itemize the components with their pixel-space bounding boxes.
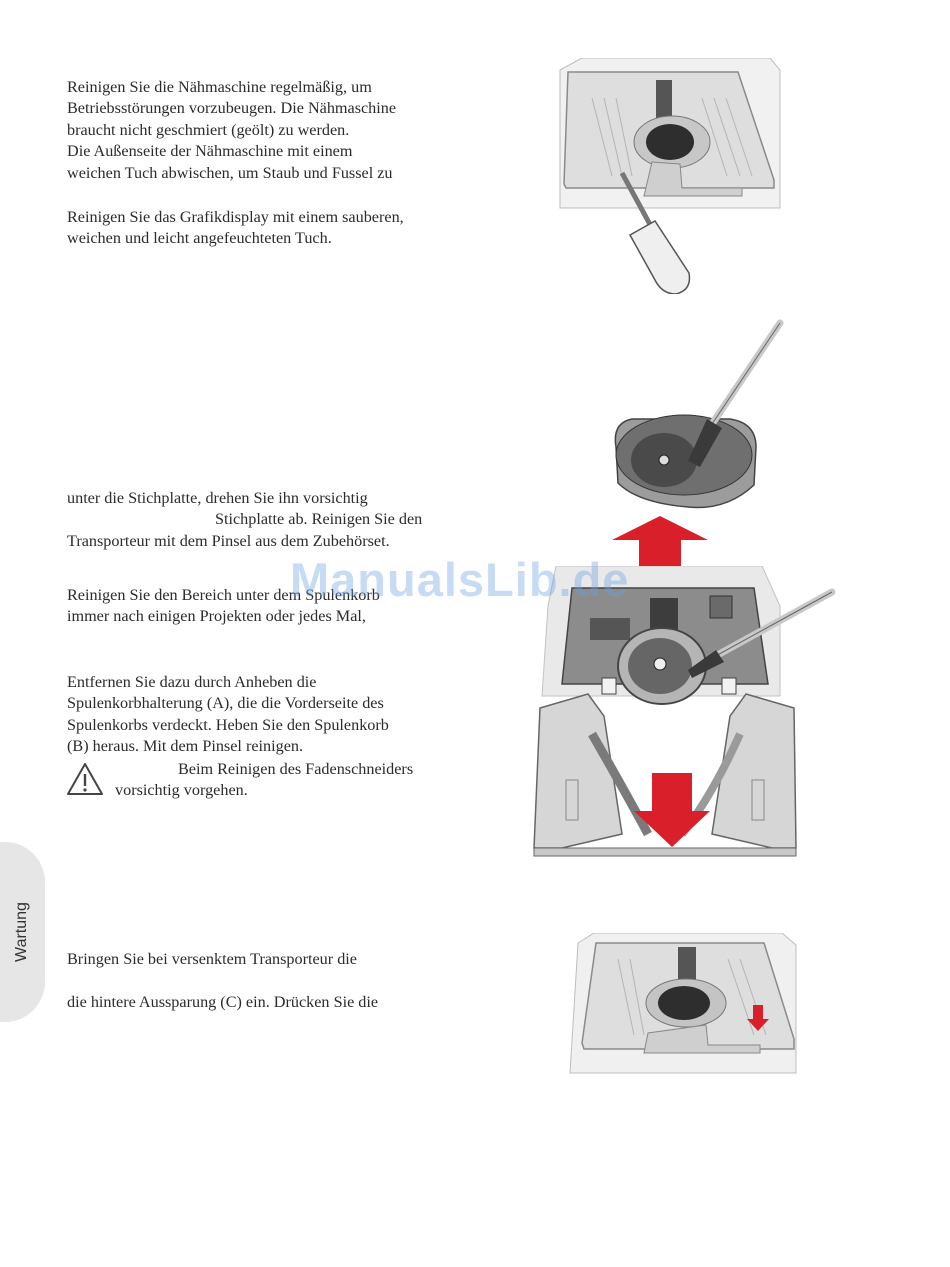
bobbin-removal-paragraph (67, 672, 389, 758)
intro-paragraph (67, 77, 396, 184)
text-line: weichen und leicht angefeuchteten Tuch. (67, 229, 332, 248)
text-line: unter die Stichplatte, drehen Sie ihn vorsichtig (67, 489, 368, 507)
text-line: die hintere Aussparung (C) ein. Drücken Sie die (67, 993, 379, 1011)
text-line: Transporteur mit dem Pinsel aus dem Zubehörset. (67, 531, 390, 550)
text-line: (B) heraus. Mit dem Pinsel reinigen. (67, 737, 304, 756)
section-side-tab-label: Wartung (13, 902, 30, 962)
stitch-plate-screwdriver-illustration (552, 58, 784, 294)
watermark: ManualsLib.de (290, 553, 630, 606)
display-cleaning-paragraph (67, 207, 404, 250)
warning-text (115, 759, 413, 802)
reinsert-paragraph-continued (67, 992, 378, 1013)
bobbin-case (646, 124, 694, 160)
arrow-down-icon (634, 773, 710, 847)
text-line: weichen Tuch abwischen, um Staub und Fussel zu (67, 163, 393, 182)
text-line: Reinigen Sie den Bereich unter dem Spulenkorb (67, 586, 380, 604)
reinsert-paragraph (67, 949, 357, 970)
text-line: Betriebsstörungen vorzubeugen. Die Nähmaschine (67, 99, 397, 118)
text-line: Spulenkorbhalterung (A), die die Vorderseite des (67, 694, 384, 713)
text-line: Bringen Sie bei versenktem Transporteur die (67, 950, 357, 968)
warning-icon (66, 761, 104, 797)
text-line: immer nach einigen Projekten oder jedes Mal, (67, 607, 366, 626)
text-line: vorsichtig vorgehen. (115, 781, 248, 800)
text-line: Reinigen Sie die Nähmaschine regelmäßig, um (67, 78, 372, 96)
bobbin-case-brush-illustration (608, 315, 793, 510)
stitch-plate-paragraph (67, 488, 422, 552)
text-line: braucht nicht geschmiert (geölt) zu werden. (67, 120, 350, 139)
text-line: Die Außenseite der Nähmaschine mit einem (67, 142, 353, 161)
text-line: Beim Reinigen des Fadenschneiders (178, 760, 414, 778)
text-line: Entfernen Sie dazu durch Anheben die (67, 673, 317, 691)
text-line: Reinigen Sie das Grafikdisplay mit einem sauberen, (67, 208, 404, 226)
stitch-plate-reinsert-illustration (568, 933, 798, 1075)
feed-dogs (656, 80, 672, 118)
text-line: Stichplatte ab. Reinigen Sie den (215, 510, 423, 529)
text-line: Spulenkorbs verdeckt. Heben Sie den Spulenkorb (67, 715, 389, 734)
